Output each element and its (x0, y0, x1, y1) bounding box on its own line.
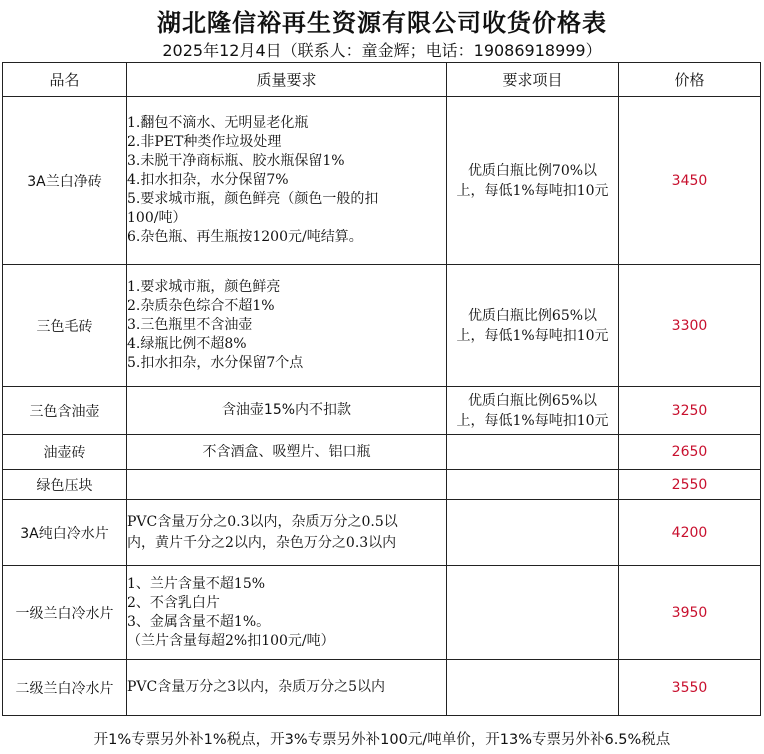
requirement-line: 1.翻包不滴水、无明显老化瓶 (127, 115, 309, 131)
item-line: 上，每低1%每吨扣10元 (456, 412, 609, 429)
product-name: 三色含油壶 (3, 387, 127, 435)
table-row (3, 387, 761, 435)
product-name: 二级兰白冷水片 (3, 660, 127, 716)
product-name: 油壶砖 (3, 435, 127, 470)
item-line: 优质白瓶比例70%以 (467, 162, 598, 179)
requirement-line: 5.扣水扣杂，水分保留7个点 (127, 355, 304, 371)
requirement-line: 1、兰片含量不超15% (127, 575, 266, 592)
tax-note: 开1%专票另外补1%税点，开3%专票另外补100元/吨单价，开13%专票另外补6.5%税点 (93, 732, 671, 748)
product-name: 一级兰白冷水片 (3, 566, 127, 660)
quality-requirements (127, 500, 447, 566)
requirement-line: 3.三色瓶里不含油壶 (127, 317, 253, 333)
quality-requirements (127, 97, 447, 265)
quality-requirements (127, 265, 447, 387)
requirement-line: 5.要求城市瓶，颜色鲜亮（颜色一般的扣 (127, 191, 379, 207)
table-row (3, 97, 761, 265)
price-value: 2650 (619, 435, 761, 470)
table-row (3, 660, 761, 716)
quality-requirements (127, 387, 447, 435)
requirement-line: 6.杂色瓶、再生瓶按1200元/吨结算。 (127, 229, 363, 245)
quality-requirements (127, 660, 447, 716)
header-quality: 质量要求 (127, 63, 447, 97)
quality-requirements (127, 566, 447, 660)
product-name: 绿色压块 (3, 470, 127, 500)
table-row (3, 265, 761, 387)
requirement-line: 2.非PET种类作垃圾处理 (127, 134, 282, 150)
table-row (3, 435, 761, 470)
price-value: 3250 (619, 387, 761, 435)
item-line: 优质白瓶比例65%以 (467, 392, 598, 409)
requirement-line: 4.扣水扣杂，水分保留7% (127, 172, 289, 188)
item-line: 上，每低1%每吨扣10元 (456, 327, 609, 344)
quality-requirements (127, 470, 447, 500)
price-value: 2550 (619, 470, 761, 500)
product-name: 3A纯白冷水片 (3, 500, 127, 566)
requirement-line: 内，黄片千分之2以内，杂色万分之0.3以内 (127, 534, 397, 551)
product-name: 三色毛砖 (3, 265, 127, 387)
price-value: 3300 (619, 265, 761, 387)
requirement-line: PVC含量万分之3以内，杂质万分之5以内 (127, 679, 386, 695)
requirement-item (447, 660, 619, 716)
item-line: 上，每低1%每吨扣10元 (456, 182, 609, 199)
requirement-line: 4.绿瓶比例不超8% (127, 336, 247, 352)
price-value: 3950 (619, 566, 761, 660)
requirement-item (447, 435, 619, 470)
price-value: 3450 (619, 97, 761, 265)
table-row (3, 470, 761, 500)
requirement-line: 2.杂质杂色综合不超1% (127, 298, 275, 314)
requirement-line: 100/吨） (127, 210, 187, 226)
requirement-line: 3.未脱干净商标瓶、胶水瓶保留1% (127, 153, 345, 169)
product-name: 3A兰白净砖 (3, 97, 127, 265)
price-table (2, 62, 761, 716)
requirement-line: 3、金属含量不超1%。 (127, 613, 271, 630)
page-title: 湖北隆信裕再生资源有限公司收货价格表 (157, 9, 607, 37)
requirement-line: 2、不含乳白片 (127, 594, 220, 611)
header-item: 要求项目 (447, 63, 619, 97)
quality-requirements (127, 435, 447, 470)
requirement-line: 含油壶15%内不扣款 (221, 402, 352, 418)
table-header-row (3, 63, 761, 97)
price-value: 3550 (619, 660, 761, 716)
requirement-line: 不含酒盒、吸塑片、铝口瓶 (202, 443, 371, 460)
table-row (3, 566, 761, 660)
requirement-item (447, 97, 619, 265)
requirement-item (447, 265, 619, 387)
header-price: 价格 (619, 63, 761, 97)
requirement-line: PVC含量万分之0.3以内，杂质万分之0.5以 (127, 513, 398, 530)
requirement-item (447, 500, 619, 566)
requirement-line: （兰片含量每超2%扣100元/吨） (127, 632, 335, 649)
requirement-line: 1.要求城市瓶，颜色鲜亮 (127, 279, 281, 295)
item-line: 优质白瓶比例65%以 (467, 307, 598, 324)
requirement-item (447, 387, 619, 435)
date-contact-line: 2025年12月4日（联系人：童金辉；电话：19086918999） (162, 41, 602, 60)
header-name: 品名 (3, 63, 127, 97)
price-value: 4200 (619, 500, 761, 566)
requirement-item (447, 470, 619, 500)
table-row (3, 500, 761, 566)
requirement-item (447, 566, 619, 660)
